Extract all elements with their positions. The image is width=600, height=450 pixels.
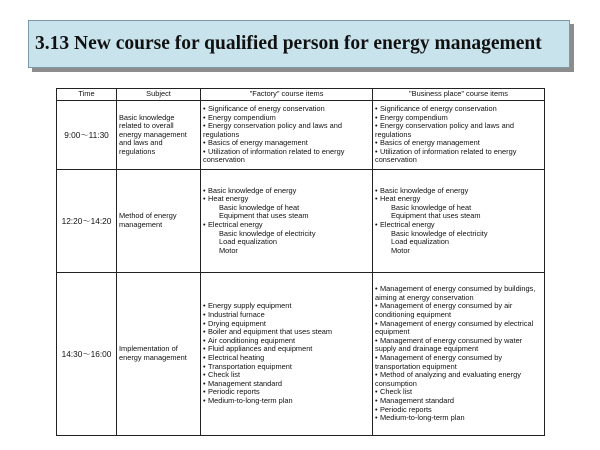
header-business-items: "Business place" course items — [373, 89, 545, 101]
header-time: Time — [57, 89, 117, 101]
list-item-text: Boiler and equipment that uses steam — [208, 327, 333, 337]
business-items-list — [375, 187, 542, 256]
list-item — [375, 247, 542, 256]
list-item-text: Transportation equipment — [208, 361, 292, 371]
list-item-text: Management of energy consumed by transportation equipment — [375, 353, 503, 371]
bullet-icon: • — [203, 353, 206, 362]
header-subject: Subject — [117, 89, 201, 101]
business-items-cell — [373, 101, 545, 170]
bullet-icon: • — [203, 327, 206, 337]
bullet-icon: • — [203, 395, 206, 405]
business-items-cell — [373, 170, 545, 273]
list-item — [375, 354, 542, 371]
page-title: 3.13 New course for qualified person for energy management — [35, 33, 542, 54]
list-item — [203, 148, 370, 165]
time-cell: 9:00〜11:30 — [57, 101, 117, 170]
list-item-text: Check list — [380, 387, 413, 397]
table-row — [57, 273, 545, 436]
subject-cell: Basic knowledge related to overall energy management and laws and regulations — [117, 101, 201, 170]
business-items-list — [375, 105, 542, 165]
table-header-row — [57, 89, 545, 101]
list-item-text: Periodic reports — [380, 404, 432, 414]
factory-items-cell — [201, 101, 373, 170]
list-item — [375, 148, 542, 165]
list-item-text: Periodic reports — [208, 387, 260, 397]
bullet-icon: • — [203, 194, 206, 204]
list-item-text: Basics of energy management — [380, 138, 480, 148]
bullet-icon: • — [203, 370, 206, 380]
factory-items-cell — [201, 273, 373, 436]
list-item-text: Heat energy — [208, 194, 249, 204]
list-item-text: Air conditioning equipment — [208, 335, 296, 345]
list-item-text: Basic knowledge of heat — [391, 202, 472, 212]
list-item-text: Energy conservation policy and laws and regulations — [375, 121, 514, 139]
list-item-text: Electrical energy — [380, 220, 435, 229]
list-item — [375, 122, 542, 139]
title-box — [28, 20, 570, 68]
list-item-text: Significance of energy conservation — [380, 103, 497, 113]
bullet-icon: • — [203, 344, 206, 354]
list-item-text: Basic knowledge of heat — [219, 202, 300, 212]
list-item — [203, 247, 370, 256]
bullet-icon: • — [375, 335, 378, 345]
bullet-icon: • — [375, 404, 378, 414]
bullet-icon: • — [203, 220, 206, 229]
bullet-icon: • — [375, 395, 378, 405]
list-item-text: Heat energy — [380, 194, 421, 204]
bullet-icon: • — [203, 318, 206, 328]
bullet-icon: • — [375, 112, 378, 122]
list-item — [203, 397, 370, 406]
list-item-text: Basic knowledge of energy — [208, 185, 297, 195]
list-item-text: Energy supply equipment — [208, 301, 292, 311]
bullet-icon: • — [375, 387, 378, 397]
business-items-list — [375, 285, 542, 423]
list-item-text: Basic knowledge of energy — [380, 185, 469, 195]
list-item-text: Motor — [391, 245, 410, 255]
bullet-icon: • — [375, 103, 378, 113]
list-item-text: Basic knowledge of electricity — [391, 228, 488, 238]
bullet-icon: • — [375, 185, 378, 195]
factory-items-list — [203, 187, 370, 256]
bullet-icon: • — [203, 361, 206, 371]
list-item-text: Energy compendium — [208, 112, 276, 122]
table-row — [57, 170, 545, 273]
bullet-icon: • — [375, 301, 378, 311]
time-cell: 14:30〜16:00 — [57, 273, 117, 436]
list-item-text: Management of energy consumed by electrical equipment — [375, 318, 534, 337]
list-item-text: Equipment that uses steam — [219, 211, 309, 221]
business-items-cell — [373, 273, 545, 436]
list-item-text: Basic knowledge of electricity — [219, 228, 316, 238]
subject-cell: Implementation of energy management — [117, 273, 201, 436]
bullet-icon: • — [203, 310, 206, 320]
list-item-text: Load equalization — [219, 237, 277, 247]
bullet-icon: • — [203, 335, 206, 345]
list-item-text: Significance of energy conservation — [208, 103, 325, 113]
factory-items-list — [203, 302, 370, 405]
bullet-icon: • — [203, 185, 206, 195]
list-item-text: Management of energy consumed by air conditioning equipment — [375, 301, 513, 320]
list-item-text: Basics of energy management — [208, 138, 308, 148]
table-row — [57, 101, 545, 170]
bullet-icon: • — [203, 387, 206, 397]
list-item — [375, 337, 542, 354]
list-item-text: Equipment that uses steam — [391, 211, 481, 221]
bullet-icon: • — [375, 413, 378, 423]
list-item-text: Electrical energy — [208, 220, 263, 229]
list-item — [375, 285, 542, 302]
list-item-text: Fluid appliances and equipment — [208, 344, 313, 354]
bullet-icon: • — [375, 146, 378, 156]
list-item — [375, 414, 542, 423]
bullet-icon: • — [203, 146, 206, 156]
list-item — [203, 122, 370, 139]
list-item-text: Medium-to-long-term plan — [208, 395, 293, 405]
bullet-icon: • — [203, 301, 206, 311]
factory-items-list — [203, 105, 370, 165]
list-item-text: Drying equipment — [208, 318, 266, 328]
bullet-icon: • — [375, 121, 378, 131]
bullet-icon: • — [203, 138, 206, 148]
time-cell: 12:20〜14:20 — [57, 170, 117, 273]
list-item — [375, 302, 542, 319]
bullet-icon: • — [203, 378, 206, 388]
list-item — [375, 371, 542, 388]
list-item-text: Check list — [208, 370, 241, 380]
bullet-icon: • — [375, 370, 378, 380]
course-table — [56, 88, 545, 436]
list-item-text: Medium-to-long-term plan — [380, 413, 465, 423]
list-item-text: Management standard — [208, 378, 282, 388]
list-item-text: Management standard — [380, 395, 454, 405]
list-item-text: Energy conservation policy and laws and regulations — [203, 121, 342, 139]
bullet-icon: • — [375, 194, 378, 204]
list-item-text: Motor — [219, 245, 238, 255]
list-item — [375, 320, 542, 337]
bullet-icon: • — [375, 318, 378, 328]
bullet-icon: • — [375, 220, 378, 229]
bullet-icon: • — [375, 353, 378, 362]
list-item-text: Utilization of information related to energy conservation — [203, 146, 345, 165]
bullet-icon: • — [375, 284, 378, 294]
factory-items-cell — [201, 170, 373, 273]
bullet-icon: • — [203, 112, 206, 122]
list-item-text: Management of energy consumed by buildings, aiming at energy conservation — [375, 284, 536, 302]
list-item-text: Management of energy consumed by water supply and drainage equipment — [375, 335, 523, 354]
bullet-icon: • — [203, 121, 206, 131]
list-item-text: Utilization of information related to energy conservation — [375, 146, 517, 165]
list-item-text: Electrical heating — [208, 353, 265, 362]
list-item-text: Energy compendium — [380, 112, 448, 122]
bullet-icon: • — [375, 138, 378, 148]
bullet-icon: • — [203, 103, 206, 113]
subject-cell: Method of energy management — [117, 170, 201, 273]
list-item-text: Industrial furnace — [208, 310, 265, 320]
list-item-text: Method of analyzing and evaluating energy consumption — [375, 370, 521, 388]
header-factory-items: "Factory" course items — [201, 89, 373, 101]
list-item-text: Load equalization — [391, 237, 449, 247]
